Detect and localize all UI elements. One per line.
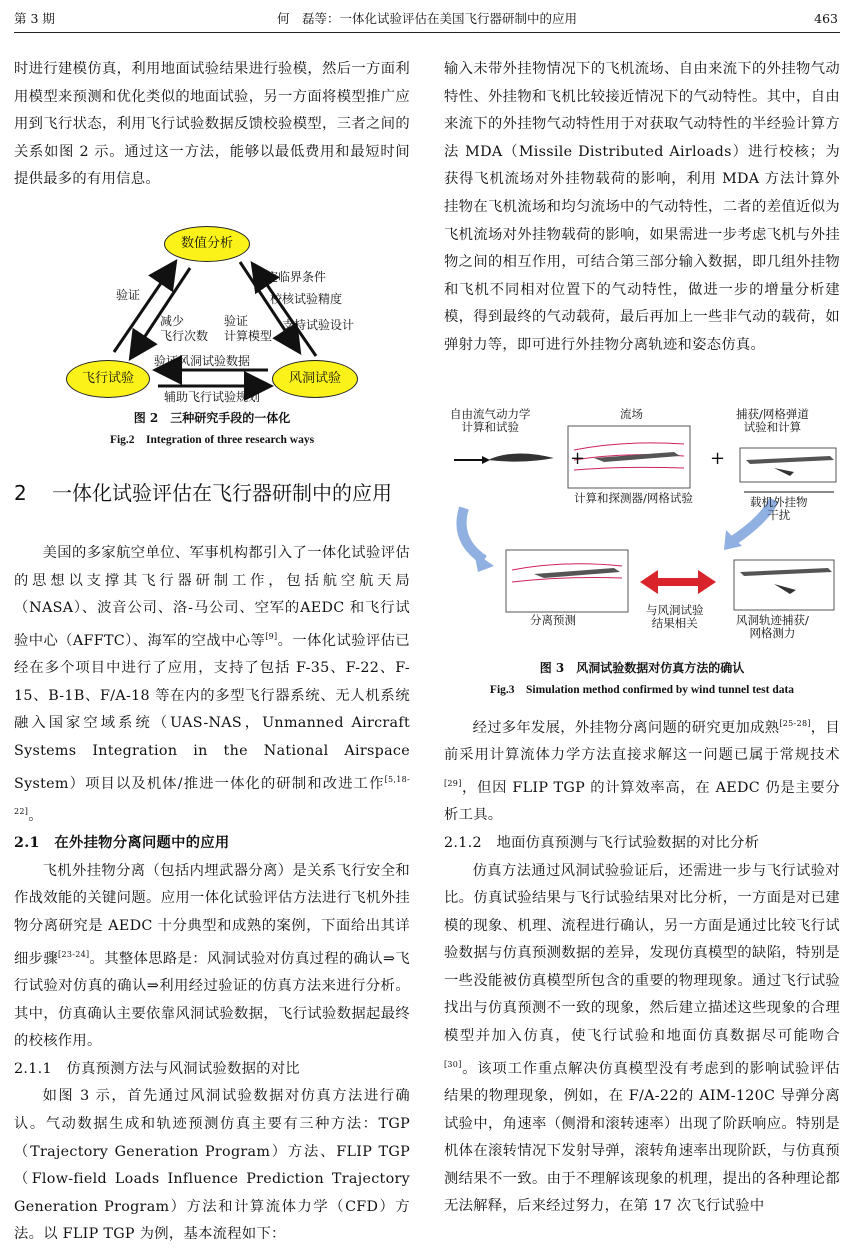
figure-3 [444,400,840,700]
section-2-number: 2 [14,481,27,505]
label-support: 支持试验设计 [282,318,355,332]
plus-sign: + [570,448,586,469]
plus-sign: + [710,448,726,469]
subsection-2-1-2: 2.1.2 地面仿真预测与飞行试验数据的对比分析 [444,834,760,851]
paragraph: 输入未带外挂物情况下的飞机流场、自由来流下的外挂物气动特性、外挂物和飞机比较接近情况下的气动特性。其中，自由来流下的外挂物气动特性用于对获取气动特性的半经验计算方法 MDA（Missile Distributed Airloads）进行校核；为获得飞机流场对外挂物载荷的影响，利用 MDA 方法计算外挂物在飞机流场和均匀流场中的气动特性，二者的差值近似为飞机流场对外挂物载荷的影响，如果需进一步考虑飞机与外挂物之间的相互作用，可结合第三部分输入数据，即几组外挂物和飞机不同相对位置下的气动特性，做进一步的增量分析建模，得到最终的气动载荷，最后再加上一些非气动的载荷，如弹射力等，即可进行外挂物分离轨迹和姿态仿真。 [444,61,840,353]
label-critical: 确定临界条件 [254,270,327,284]
text: 经过多年发展，外挂物分离问题的研究更加成熟 [472,719,780,736]
label-wt-trajectory: 风洞轨迹捕获/ 网格测力 [736,613,809,640]
text: 飞机外挂物分离（包括内埋武器分离）是关系飞行安全和作战效能的关键问题。应用一体化试验评估方法进行飞机外挂物分离研究是 AEDC 十分典型和成熟的案例，下面给出其详细步骤 [14,862,410,967]
node-flight-test: 飞行试验 [66,360,150,398]
label-verify-model: 验证 计算模型 [224,314,273,343]
paragraph: 如图 3 示，首先通过风洞试验数据对仿真方法进行确认。气动数据生成和轨迹预测仿真主要有三种方法：TGP（Trajectory Generation Program）方法、FLIP TGP（Flow-field Loads Influence Prediction Trajectory Generation Program）方法和计算流体力学（CFD）方法。以 FLIP TGP 为例，基本流程如下： [14,1088,410,1243]
node-numerical-analysis: 数值分析 [164,226,250,262]
node-wind-tunnel: 风洞试验 [272,360,358,398]
section-2-title: 一体化试验评估在飞行器研制中的应用 [52,481,392,505]
paragraph [14,858,410,1056]
label-reduce-flights: 减少 飞行次数 [160,314,209,343]
subsection-2-1: 2.1 在外挂物分离问题中的应用 [14,835,230,852]
issue-number: 第 3 期 [14,11,55,26]
text: 仿真方法通过风洞试验验证后，还需进一步与飞行试验对比。仿真试验结果与飞行试验结果对比分析，一方面是对已建模的现象、机理、流程进行确认，另一方面是通过比较飞行试验数据与仿真预测数据的差异，发现仿真模型的缺陷，特别是一些没能被仿真模型所包含的重要的物理现象。通过飞行试验找出与仿真预测不一致的现象，然后建立描述这些现象的合理模型并加入仿真，使飞行试验和地面仿真数据尽可能吻合 [444,862,840,1045]
label-probe-grid: 计算和探测器/网格试验 [574,491,693,505]
label-separation-prediction: 分离预测 [530,613,576,627]
figure-2 [14,222,410,452]
figure-3-caption-en: Fig.3 Simulation method confirmed by wind tunnel test data [489,684,795,696]
figure-3-caption: 图 3 风洞试验数据对仿真方法的确认 [539,661,745,675]
paragraph: 时进行建模仿真，利用地面试验结果进行验模，然后一方面利用模型来预测和优化类似的地面试验，另一方面将模型推广应用到飞行状态，利用飞行试验数据反馈校验模型，三者之间的关系如图 2 示。通过这一方法，能够以最低费用和最短时间提供最多的有用信息。 [14,61,410,188]
label-verify: 验证 [116,288,141,302]
label-flow-field: 流场 [620,407,643,421]
left-column [14,56,410,194]
right-column-body [444,710,840,1221]
label-wt-data: 验证风洞试验数据 [154,354,251,368]
paragraph [444,710,840,830]
text: 美国的多家航空单位、军事机构都引入了一体化试验评估的思想以支撑其飞行器研制工作，包括航空航天局（NASA）、波音公司、洛-马公司、空军的AEDC 和飞行试验中心（AFFTC）、海军的空战中心等 [14,545,410,649]
left-column-body [14,540,410,1249]
label-free-stream: 自由流气动力学 计算和试验 [450,407,531,434]
text: 。该项工作重点解决仿真模型没有考虑到的影响试验评估结果的物理现象，例如，在 F/A-22的 AIM-120C 导弹分离试验中，角速率（侧滑和滚转速率）出现了阶跃响应。特别是机体在滚转情况下发射导弹，滚转角速率出现阶跃，与仿真预测结果不一致。由于不理解该现象的机理，提出的各种理论都无法解释，后来经过努力，在第 17 次飞行试验中 [444,1060,840,1215]
page-header [14,6,840,33]
paragraph [444,858,840,1221]
citation[interactable]: [23-24] [58,949,90,959]
text: 。一体化试验评估已经在多个项目中进行了应用，支持了包括 F-35、F-22、F-15、B-1B、F/A-18 等在内的多型飞行器系统、无人机系统融入国家空域系统（UAS-NAS，Unmanned Aircraft Systems Integration in the National Airspace System）项目以及机体/推进一体化的研制和改进工作 [14,632,410,792]
text: 。 [28,807,43,824]
label-correlate-wt: 与风洞试验 结果相关 [646,603,704,630]
citation[interactable]: [9] [265,631,278,641]
citation[interactable]: [25-28] [779,719,811,728]
paragraph [14,540,410,830]
figure-2-caption-en: Fig.2 Integration of three research ways [109,434,315,446]
label-capture-grid: 捕获/网格弹道 试验和计算 [736,407,809,434]
label-precision: 校核试验精度 [270,292,343,306]
subsection-2-1-1: 2.1.1 仿真预测方法与风洞试验数据的对比 [14,1060,301,1077]
right-column [444,56,840,360]
label-flight-plan: 辅助飞行试验规划 [164,390,261,404]
text: ，但因 FLIP TGP 的计算效率高，在 AEDC 仍是主要分析工具。 [444,779,840,824]
page-number: 463 [814,11,838,26]
label-store-interference: 载机外挂物 干扰 [750,495,808,522]
running-title: 何 磊等：一体化试验评估在美国飞行器研制中的应用 [276,11,577,26]
figure-2-caption: 图 2 三种研究手段的一体化 [133,411,291,425]
citation[interactable]: [30] [444,1059,462,1069]
citation[interactable]: [29] [444,778,462,788]
text: ，目前采用计算流体力学方法直接求解这一问题已属于常规技术 [444,719,840,764]
citation[interactable]: [5,18-22] [14,774,410,816]
text: 。其整体思路是：风洞试验对仿真过程的确认⇒飞行试验对仿真的确认⇒利用经过验证的仿真方法来进行分析。其中，仿真确认主要依靠风洞试验数据，飞行试验数据起最终的校核作用。 [14,950,410,1050]
